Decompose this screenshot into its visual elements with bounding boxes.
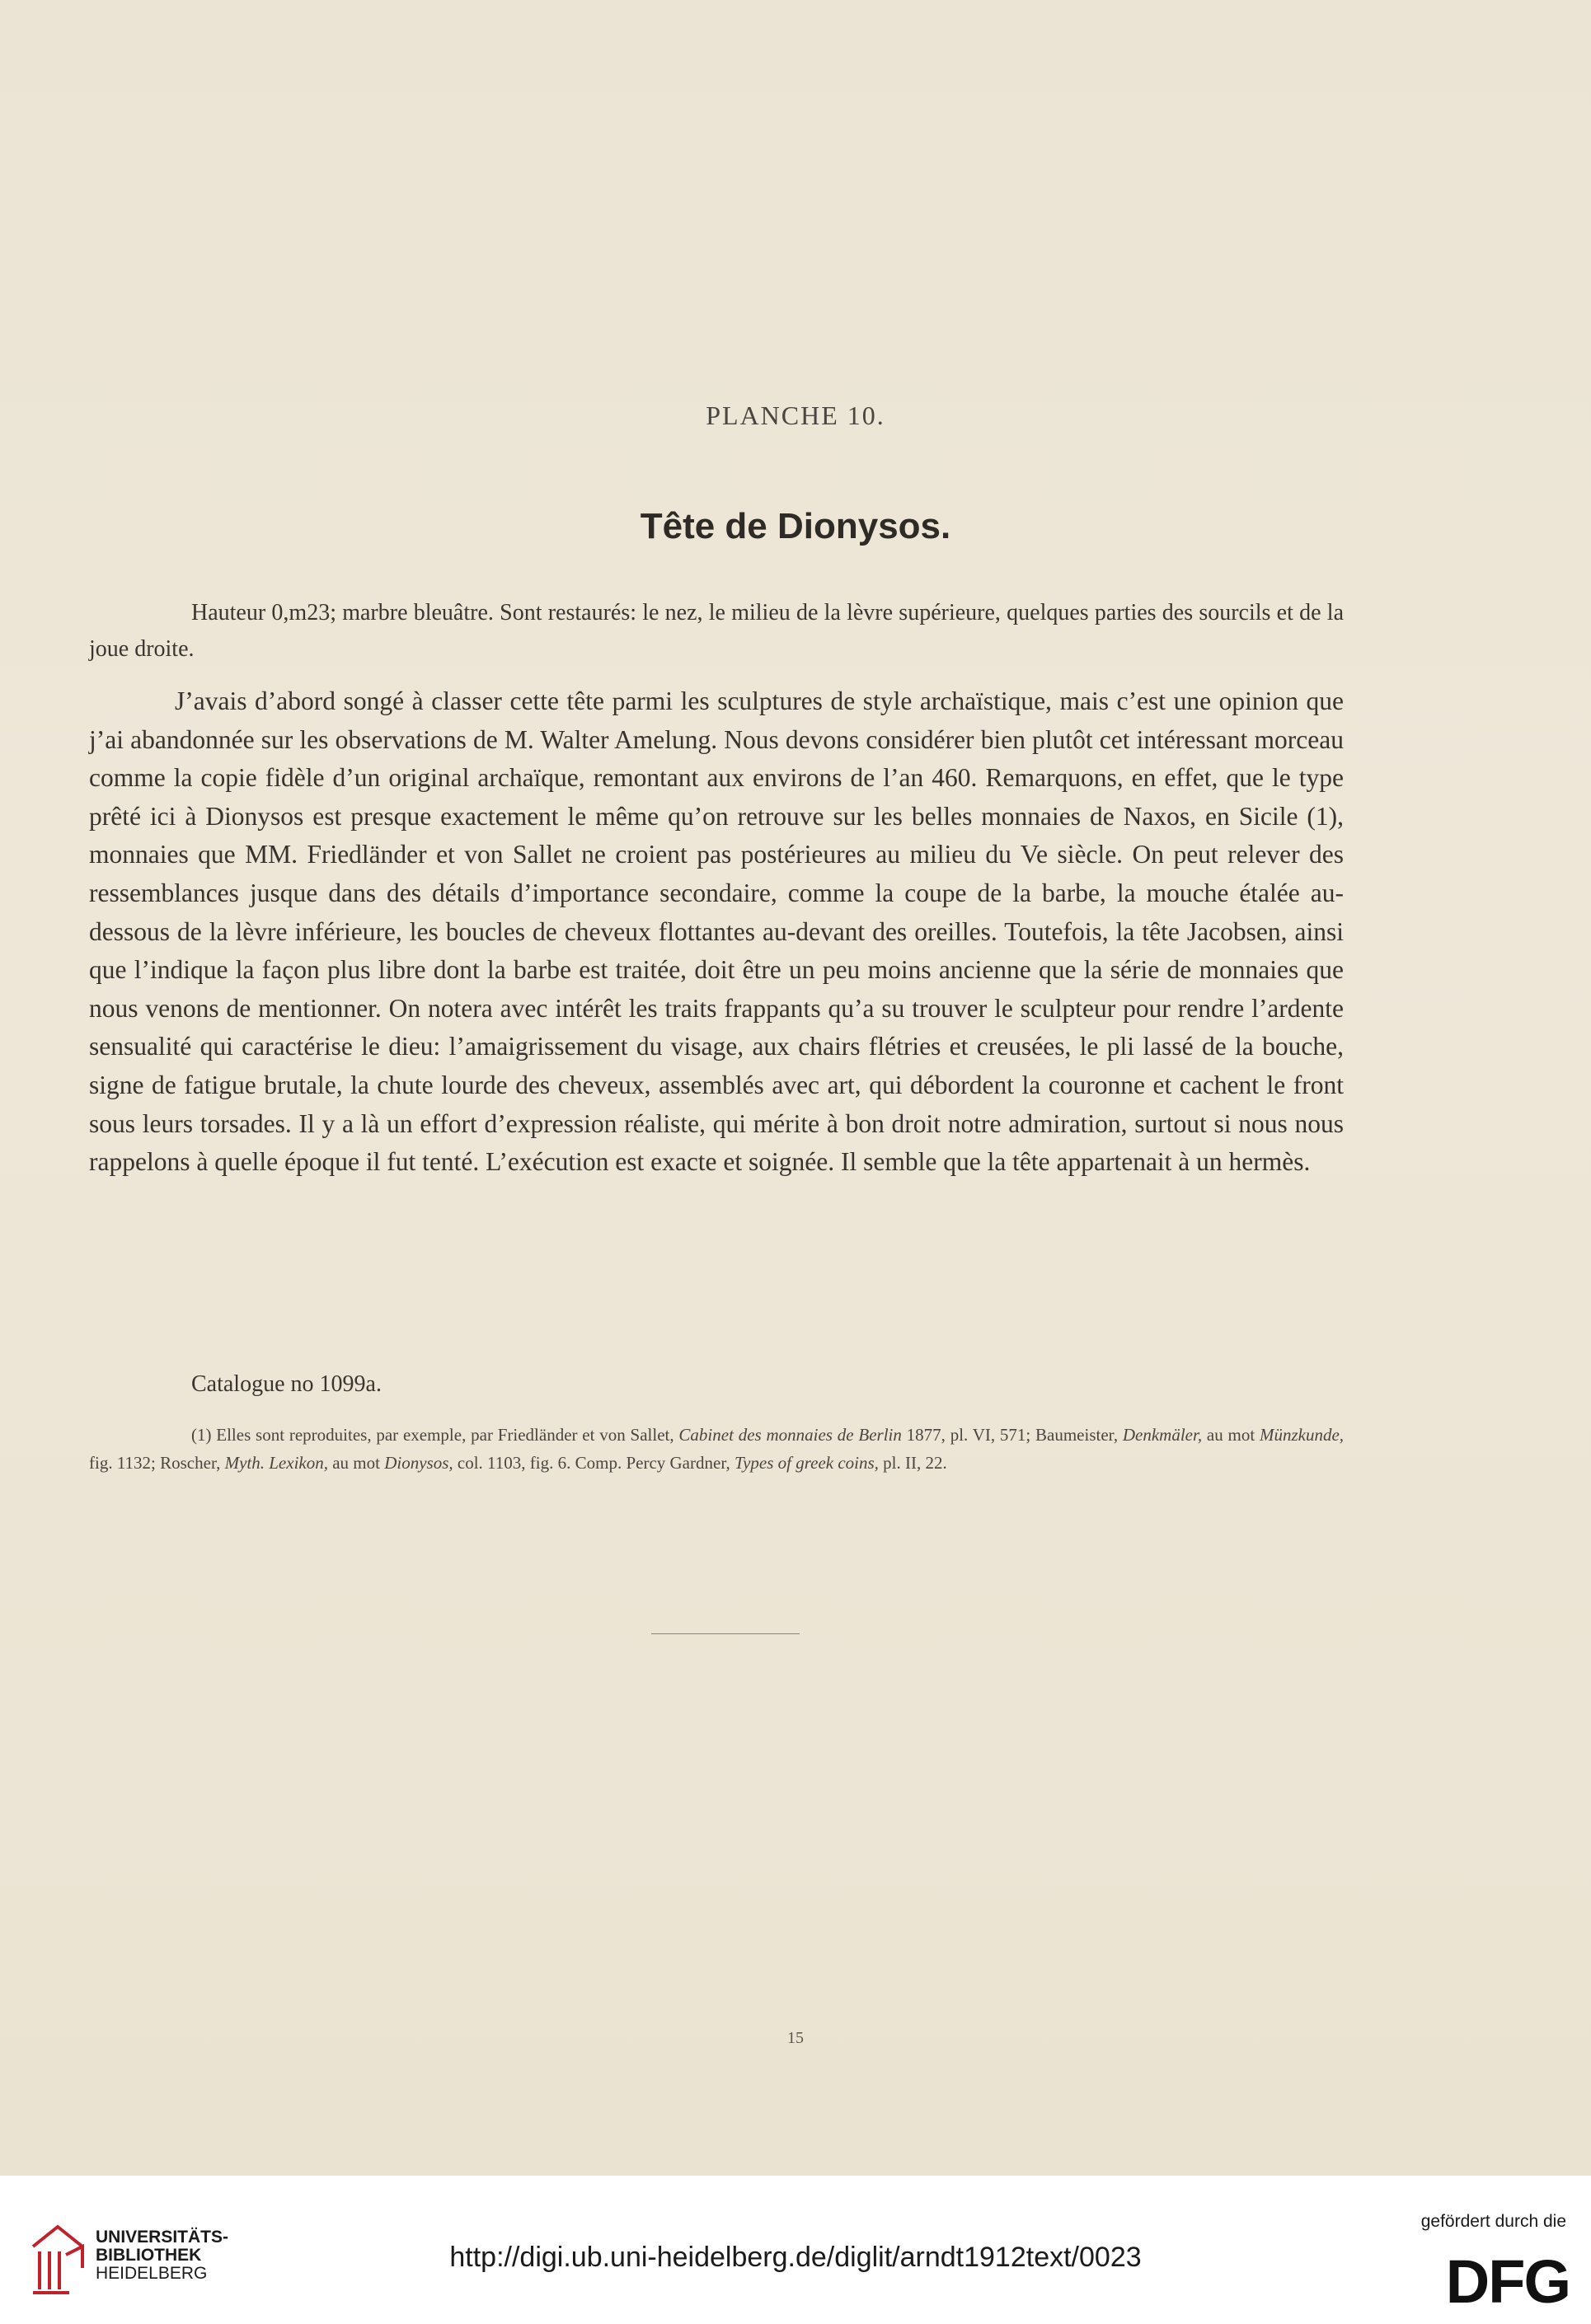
library-line: BIBLIOTHEK bbox=[96, 2246, 202, 2265]
footnote-title: Types of greek coins, bbox=[734, 1453, 879, 1473]
dfg-logo[interactable]: DFG bbox=[1445, 2247, 1570, 2316]
footnote-text: pl. II, 22. bbox=[883, 1453, 947, 1473]
footnote-title: Myth. Lexikon, bbox=[224, 1453, 328, 1473]
source-url-link[interactable]: http://digi.ub.uni-heidelberg.de/diglit/arndt1912text/0023 bbox=[449, 2242, 1142, 2273]
footnote-title: Dionysos, bbox=[384, 1453, 453, 1473]
paragraph-main: J’avais d’abord songé à classer cette tête parmi les sculptures de style archaïstique, mais c’est une opinion que j’ai abandonnée sur les observations de M. Walter Amelung. Nous devons considérer bien plutôt cet intéressant morceau comme la copie fidèle d’un original archaïque, remontant aux environs de l’an 460. Remarquons, en effet, que le type prêté ici à Dionysos est presque exactement le même qu’on retrouve sur les belles monnaies de Naxos, en Sicile (1), monnaies que MM. Friedländer et von Sallet ne croient pas postérieures au milieu du Ve siècle. On peut relever des ressemblances jusque dans des détails d’importance secondaire, comme la coupe de la barbe, la mouche étalée au-dessous de la lèvre inférieure, les boucles de cheveux flottantes au-devant des oreilles. Toutefois, la tête Jacobsen, ainsi que l’indique la façon plus libre dont la barbe est traitée, doit être un peu moins ancienne que la série de monnaies que nous venons de mentionner. On notera avec intérêt les traits frappants qu’a su trouver le sculpteur pour rendre l’ardente sensualité qui caractérise le dieu: l’amaigrissement du visage, aux chairs flétries et creusées, le pli lassé de la bouche, signe de fatigue brutale, la chute lourde des cheveux, assemblés avec art, qui débordent la couronne et cachent le front sous leurs torsades. Il y a là un effort d’expression réaliste, qui mérite à bon droit notre admiration, surtout si nous nous rappelons à quelle époque il fut tenté. L’exécution est exacte et soignée. Il semble que la tête appartenait à un hermès. bbox=[89, 686, 1344, 1177]
paragraph-dimensions: Hauteur 0,m23; marbre bleuâtre. Sont restaurés: le nez, le milieu de la lèvre supérieure, quelques parties des sourcils et de la joue droite. bbox=[89, 600, 1344, 662]
footnote-text: (1) Elles sont reproduites, par exemple, par Friedländer et von Sallet, bbox=[191, 1425, 674, 1445]
catalogue-number: Catalogue no 1099a. bbox=[191, 1371, 382, 1397]
footnote-text: 1877, pl. VI, 571; Baumeister, bbox=[906, 1425, 1119, 1445]
plate-heading: PLANCHE 10. bbox=[706, 401, 885, 430]
divider bbox=[651, 1633, 800, 1634]
footnote bbox=[89, 1421, 1344, 1477]
funding-caption: gefördert durch die bbox=[1420, 2212, 1566, 2231]
footnote-text: col. 1103, fig. 6. Comp. Percy Gardner, bbox=[457, 1453, 730, 1473]
footnote-title: Münzkunde, bbox=[1259, 1425, 1345, 1445]
footer-bar bbox=[0, 2176, 1591, 2324]
footnote-title: Denkmäler, bbox=[1122, 1425, 1203, 1445]
footnote-text: au mot bbox=[332, 1453, 380, 1473]
library-line: UNIVERSITÄTS- bbox=[96, 2228, 229, 2247]
footnote-title: Cabinet des monnaies de Berlin bbox=[678, 1425, 902, 1445]
library-line: HEIDELBERG bbox=[96, 2264, 208, 2283]
footnote-text: au mot bbox=[1206, 1425, 1255, 1445]
page-title: Tête de Dionysos. bbox=[640, 506, 951, 546]
page-number: 15 bbox=[787, 2029, 804, 2047]
footnote-text: fig. 1132; Roscher, bbox=[89, 1453, 221, 1473]
